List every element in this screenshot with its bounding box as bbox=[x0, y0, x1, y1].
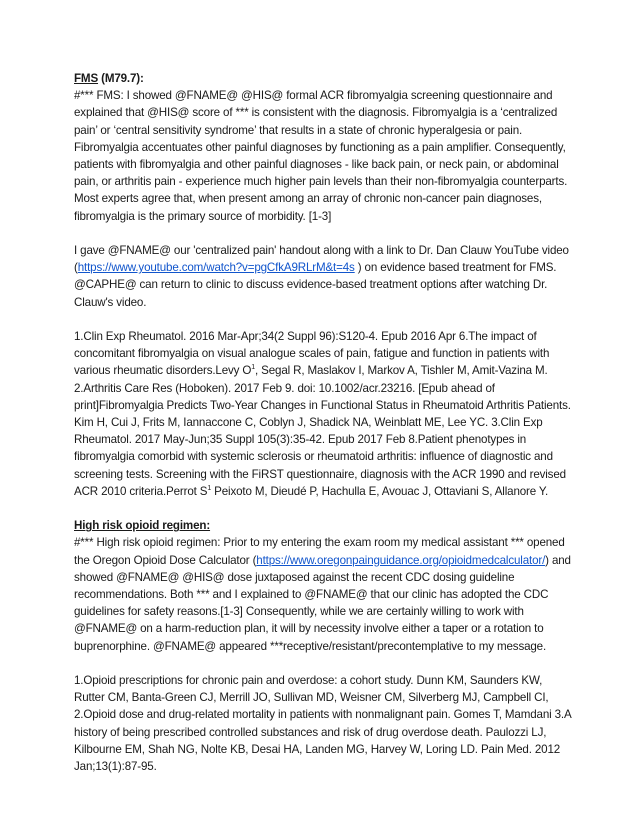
spacer bbox=[74, 225, 572, 242]
fms-handout-text-before: I gave @FNAME@ our 'centralized pain' handout along with a link to Dr. Dan Clauw YouTube video ( bbox=[74, 244, 569, 275]
fms-heading-suffix: (M79.7): bbox=[98, 72, 144, 85]
opioid-references: 1.Opioid prescriptions for chronic pain and overdose: a cohort study. Dunn KM, Saunders KW, Rutter CM, Banta-Green CJ, Merrill JO, Sullivan MD, Weisner CM, Silverberg MJ, Campbell CI, 2.Opioid dose and drug-related mortality in patients with nonmalignant pain. Gomes T, Mamdani 3.A history of being prescribed controlled substances and risk of drug overdose death. Paulozzi LJ, Kilbourne EM, Shah NG, Nolte KB, Desai HA, Landen MG, Harvey W, Loring LD. Pain Med. 2012 Jan;13(1):87-95. bbox=[74, 674, 571, 774]
fms-references bbox=[74, 328, 572, 500]
spacer bbox=[74, 311, 572, 328]
youtube-link[interactable]: https://www.youtube.com/watch?v=pgCfkA9RLrM&t=4s bbox=[77, 261, 355, 275]
opioid-text-after: ) and showed @FNAME@ @HIS@ dose juxtaposed against the recent CDC dosing guideline recommendations. Both *** and I explained to @FNAME@ that our clinic has adopted the CDC guidelines for safety reasons.[1-3] Consequently, while we are certainly willing to work with @FNAME@ on a harm-reduction plan, it will by necessity involve either a taper or a rotation to buprenorphine. @FNAME@ appeared ***receptive/resistant/precontemplative to my message. bbox=[74, 553, 571, 653]
opioid-text-before: #*** High risk opioid regimen: Prior to my entering the exam room my medical assistant *** opened the Oregon Opioid Dose Calculator ( bbox=[74, 536, 565, 567]
fms-heading bbox=[74, 70, 572, 87]
fms-refs-part-a: 1.Clin Exp Rheumatol. 2016 Mar-Apr;34(2 Suppl 96):S120-4. Epub 2016 Apr 6.The impact of concomitant fibromyalgia on visual analogue scales of pain, fatigue and function in patients with various rheumatic disorders.Levy O bbox=[74, 330, 550, 378]
fms-refs-superscript: 1 bbox=[251, 364, 256, 372]
oregon-calculator-link[interactable]: https://www.oregonpainguidance.org/opioidmedcalculator/ bbox=[256, 553, 546, 567]
fms-paragraph-handout bbox=[74, 242, 572, 311]
opioid-paragraph bbox=[74, 534, 572, 654]
fms-paragraph-screening: #*** FMS: I showed @FNAME@ @HIS@ formal ACR fibromyalgia screening questionnaire and explained that @HIS@ score of *** is consistent with the diagnosis. Fibromyalgia is a ‘centralized pain’ or ‘central sensitivity syndrome’ that results in a state of chronic hyperalgesia or pain. Fibromyalgia accentuates other painful diagnoses by functioning as a pain amplifier. Consequently, patients with fibromyalgia and other painful diagnoses - like back pain, or neck pain, or abdominal pain, or arthritis pain - experience much higher pain levels than their non-fibromyalgia counterparts. Most experts agree that, when present among an array of chronic non-cancer pain diagnoses, fibromyalgia is the primary source of morbidity. [1-3] bbox=[74, 89, 568, 223]
fms-refs-superscript: 1 bbox=[207, 484, 212, 492]
document-page bbox=[74, 70, 572, 775]
fms-refs-part-b: , Segal R, Maslakov I, Markov A, Tishler M, Amit-Vazina M. 2.Arthritis Care Res (Hoboken). 2017 Feb 9. doi: 10.1002/acr.23216. [Epub ahead of print]Fibromyalgia Predicts Two-Year Changes in Functional Status in Rheumatoid Arthritis Patients. Kim H, Cui J, Frits M, Iannaccone C, Coblyn J, Shadick NA, Weinblatt ME, Lee YC. 3.Clin Exp Rheumatol. 2017 May-Jun;35 Suppl 105(3):35-42. Epub 2017 Feb 8.Patient phenotypes in fibromyalgia comorbid with systemic sclerosis or rheumatoid arthritis: influence of diagnostic and screening tests. Screening with the FiRST questionnaire, diagnosis with the ACR 1990 and revised ACR 2010 criteria.Perrot S bbox=[74, 364, 571, 498]
opioid-heading bbox=[74, 517, 572, 534]
spacer bbox=[74, 655, 572, 672]
fms-refs-part-c: Peixoto M, Dieudé P, Hachulla E, Avouac J, Ottaviani S, Allanore Y. bbox=[211, 484, 549, 498]
spacer bbox=[74, 500, 572, 517]
fms-heading-code: FMS bbox=[74, 72, 99, 85]
opioid-heading-text: High risk opioid regimen: bbox=[74, 519, 211, 533]
fms-handout-text-after: ) on evidence based treatment for FMS. @CAPHE@ can return to clinic to discuss evidence-based treatment options after watching Dr. Clauw's video. bbox=[74, 261, 557, 309]
